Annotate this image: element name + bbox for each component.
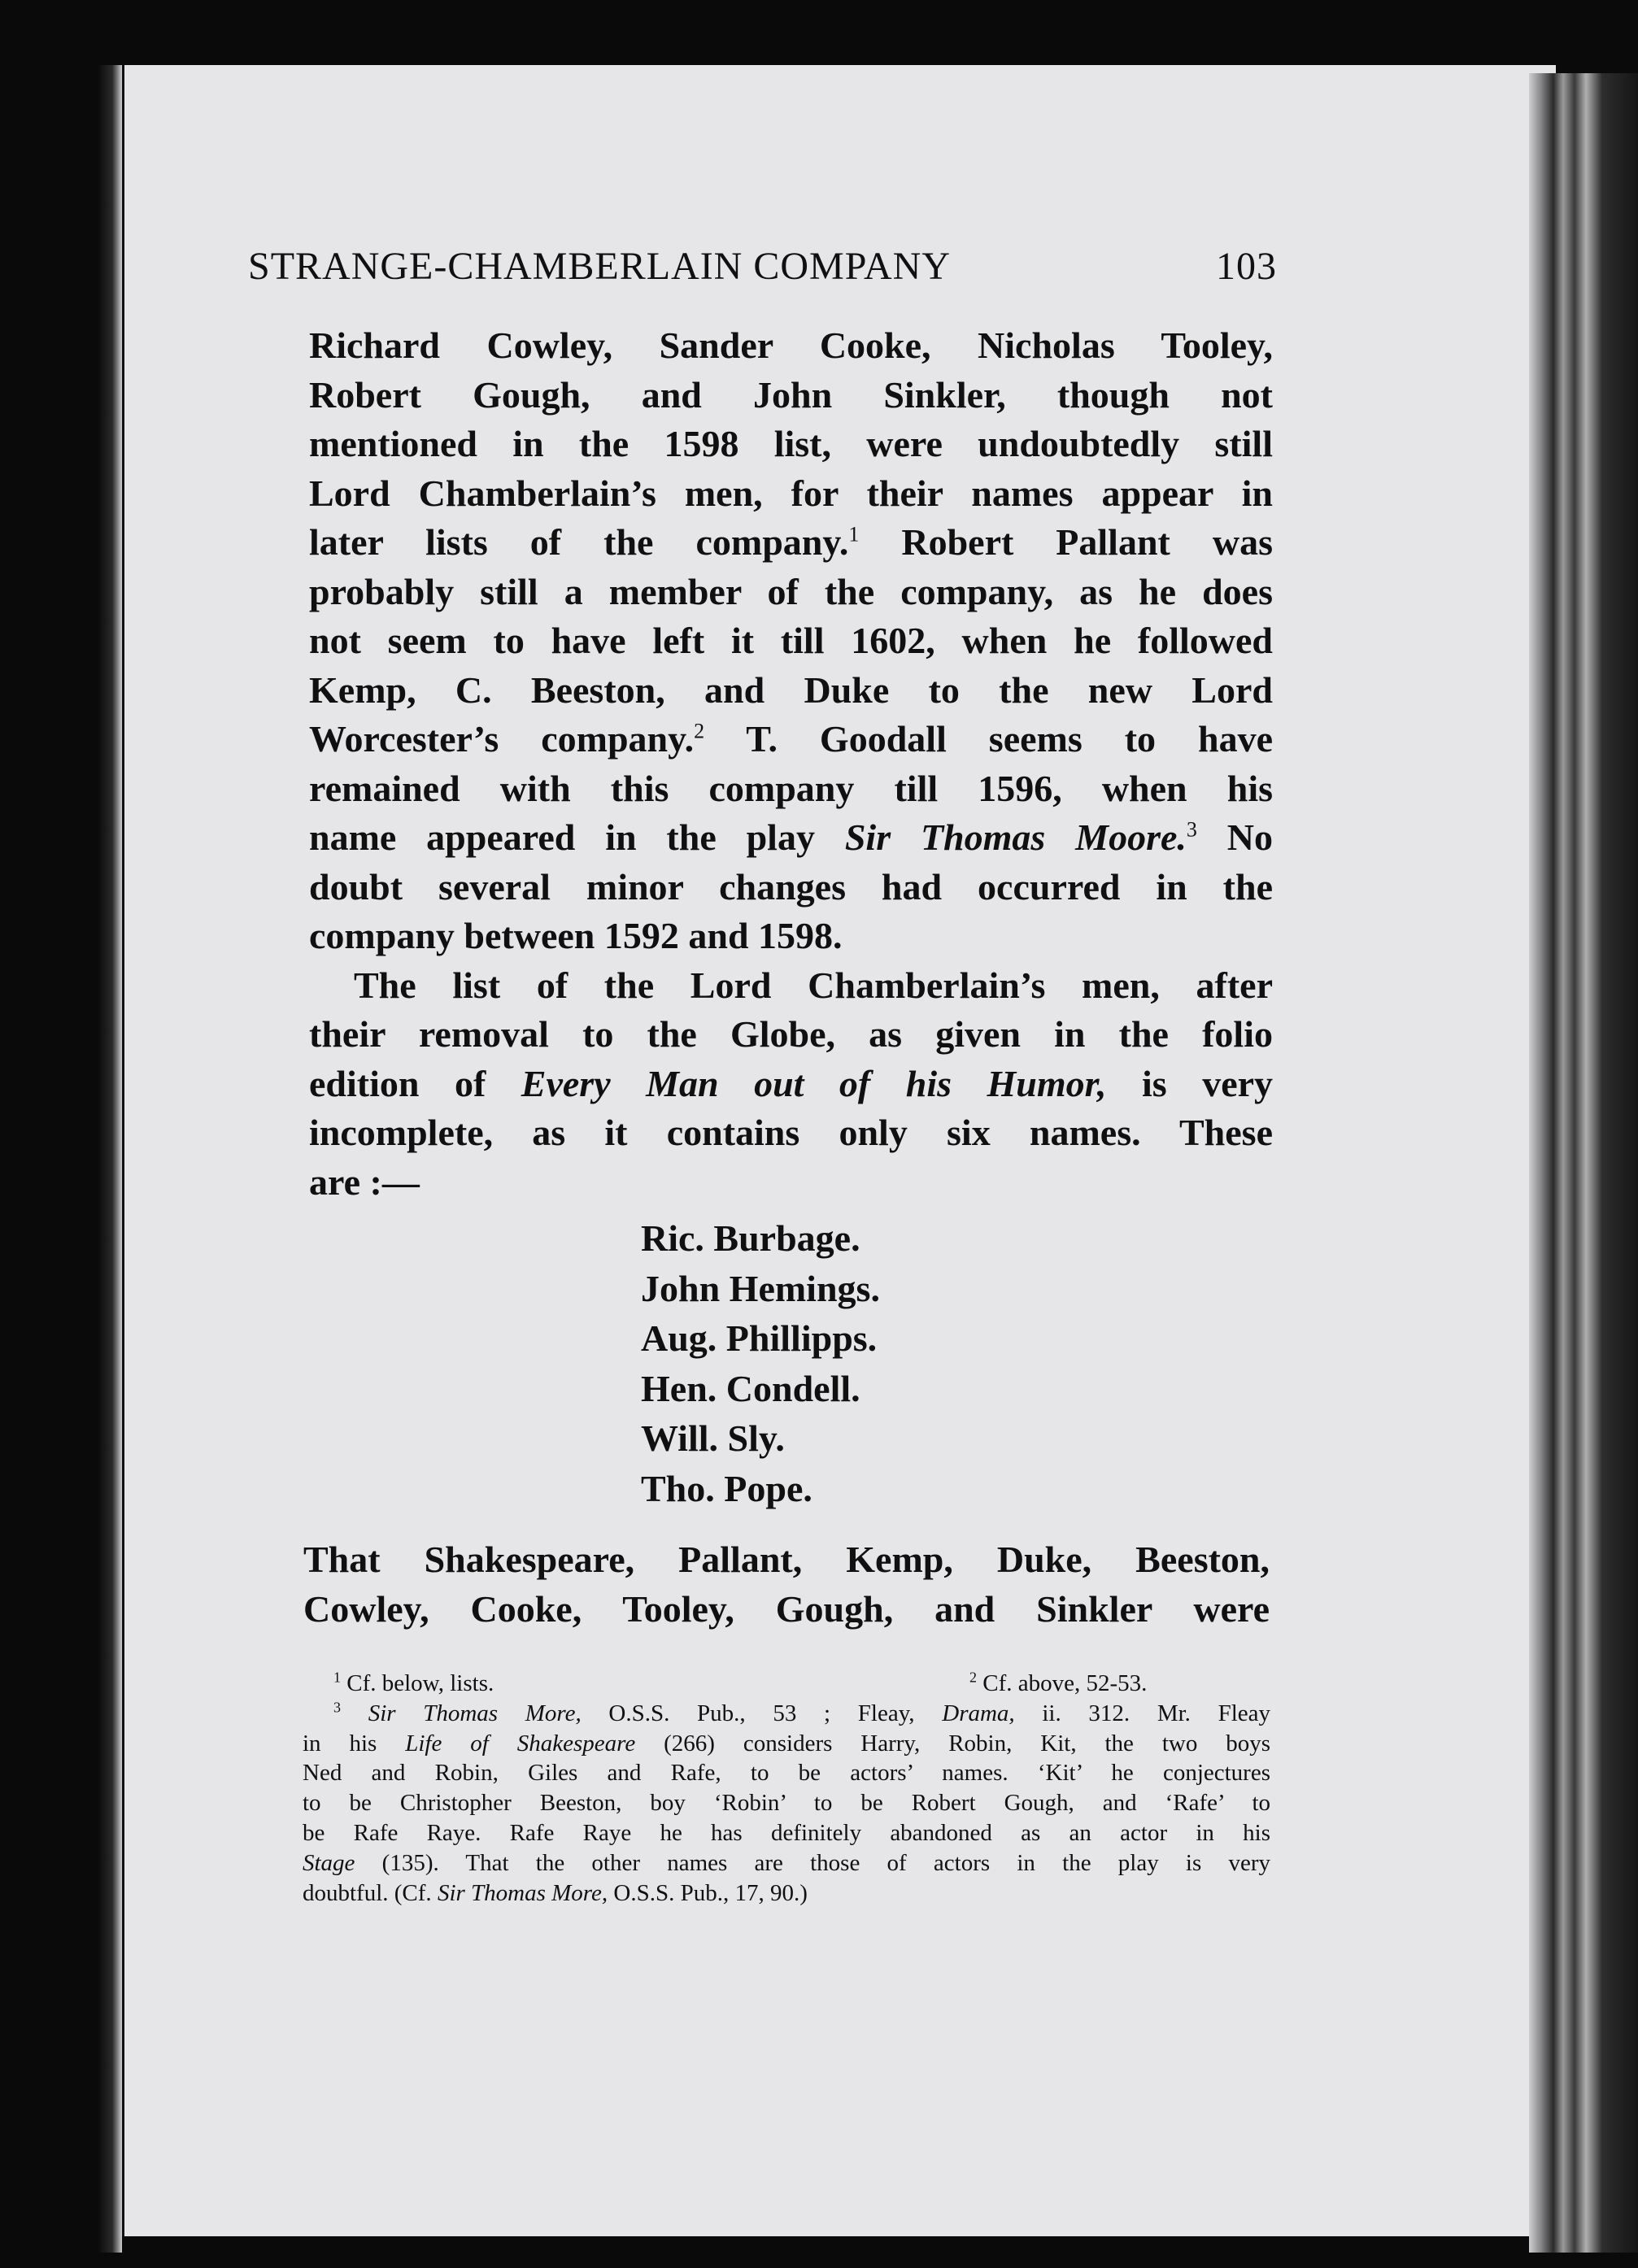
play-title-italic: Sir Thomas Moore. xyxy=(844,816,1187,858)
body-line: Cowley, Cooke, Tooley, Gough, and Sinkler were xyxy=(303,1587,1270,1630)
body-text: edition of xyxy=(309,1062,486,1104)
running-title: STRANGE-CHAMBERLAIN COMPANY xyxy=(248,245,951,288)
footnote-ref-1: 1 xyxy=(848,522,860,546)
body-line: probably still a member of the company, as he does xyxy=(309,570,1273,612)
footnote-italic: Stage xyxy=(303,1849,355,1876)
actor-name: John Hemings. xyxy=(641,1267,880,1309)
footnote-italic: Life of Shakespeare xyxy=(405,1730,636,1757)
play-title-italic: Every Man out of his Humor, xyxy=(521,1062,1107,1104)
footnote-italic: Sir Thomas More, xyxy=(437,1879,608,1906)
body-text: later lists of the company. xyxy=(309,521,849,563)
body-line: That Shakespeare, Pallant, Kemp, Duke, Beeston, xyxy=(303,1539,1270,1580)
body-line: their removal to the Globe, as given in the folio xyxy=(309,1013,1273,1055)
footnote-3-line xyxy=(303,1729,1270,1759)
body-text: is very xyxy=(1142,1062,1274,1104)
body-line xyxy=(309,518,1273,568)
body-line: are :— xyxy=(309,1160,420,1203)
footnote-italic: Drama, xyxy=(942,1700,1015,1726)
body-line: Robert Gough, and John Sinkler, though not xyxy=(309,373,1273,416)
footnote-3-line xyxy=(303,1848,1270,1878)
footnote-text: O.S.S. Pub., 53 ; Fleay, xyxy=(608,1700,915,1726)
body-text: name appeared in the play xyxy=(309,816,815,858)
body-text: T. Goodall seems to have xyxy=(746,718,1273,760)
body-line: Kemp, C. Beeston, and Duke to the new Lord xyxy=(309,668,1273,711)
footnotes xyxy=(303,1669,1270,1908)
body-line: Lord Chamberlain’s men, for their names appear in xyxy=(309,472,1273,514)
footnote-italic: Sir Thomas More, xyxy=(368,1700,582,1726)
footnote-mark-1: 1 xyxy=(333,1669,341,1686)
body-line: remained with this company till 1596, when his xyxy=(309,767,1273,809)
footnote-row-1-2 xyxy=(303,1669,1270,1699)
footnote-text: in his xyxy=(303,1730,377,1757)
footnote-text: (266) considers Harry, Robin, Kit, the two boys xyxy=(664,1730,1271,1757)
footnote-2 xyxy=(969,1669,1147,1699)
actor-name: Will. Sly. xyxy=(641,1417,785,1459)
footnote-1 xyxy=(333,1669,494,1699)
footnote-3-line: to be Christopher Beeston, boy ‘Robin’ to be Robert Gough, and ‘Rafe’ to xyxy=(303,1790,1270,1817)
actor-name: Hen. Condell. xyxy=(641,1367,860,1409)
footnote-3-line: be Rafe Raye. Rafe Raye he has definitely abandoned as an actor in his xyxy=(303,1819,1270,1846)
running-header xyxy=(248,244,1277,289)
body-line: company between 1592 and 1598. xyxy=(309,915,843,956)
actor-name: Aug. Phillipps. xyxy=(641,1317,878,1359)
actor-name: Tho. Pope. xyxy=(641,1467,812,1509)
footnote-ref-2: 2 xyxy=(694,719,705,743)
body-text: Robert Pallant was xyxy=(901,521,1273,563)
body-text: Worcester’s company. xyxy=(309,718,695,760)
body-line xyxy=(309,813,1273,863)
actor-names-list xyxy=(641,1213,880,1513)
footnote-ref-3: 3 xyxy=(1186,817,1197,842)
body-line xyxy=(309,1060,1273,1109)
footnote-3-line xyxy=(303,1699,1270,1729)
footnote-text: O.S.S. Pub., 17, 90.) xyxy=(613,1879,808,1906)
footnote-3-line: Ned and Robin, Giles and Rafe, to be actors’ names. ‘Kit’ he conjectures xyxy=(303,1760,1270,1787)
page-number: 103 xyxy=(1216,245,1277,288)
footnote-2-text: Cf. above, 52-53. xyxy=(982,1670,1148,1696)
body-line: incomplete, as it contains only six names. These xyxy=(309,1112,1273,1153)
footnote-text: ii. 312. Mr. Fleay xyxy=(1042,1700,1271,1726)
body-line: Richard Cowley, Sander Cooke, Nicholas Tooley, xyxy=(309,324,1273,366)
body-line: doubt several minor changes had occurred in the xyxy=(309,865,1273,908)
body-line xyxy=(309,715,1273,764)
footnote-1-text: Cf. below, lists. xyxy=(346,1670,494,1696)
body-paragraph-continued xyxy=(303,1535,1270,1634)
body-paragraphs xyxy=(309,321,1273,1207)
book-binding-left xyxy=(98,65,122,2253)
footnote-3-line xyxy=(303,1878,1270,1909)
body-line: not seem to have left it till 1602, when he followed xyxy=(309,620,1273,661)
actor-name: Ric. Burbage. xyxy=(641,1217,860,1259)
page-edges-right xyxy=(1529,73,1638,2253)
body-line: mentioned in the 1598 list, were undoubtedly still xyxy=(309,423,1273,464)
footnote-mark-2: 2 xyxy=(969,1669,977,1686)
body-line: The list of the Lord Chamberlain’s men, after xyxy=(354,964,1273,1006)
footnote-text: doubtful. (Cf. xyxy=(303,1879,432,1906)
body-text: No xyxy=(1226,816,1273,858)
footnote-text: (135). That the other names are those of actors in the play is very xyxy=(381,1849,1270,1876)
footnote-mark-3: 3 xyxy=(333,1699,341,1716)
